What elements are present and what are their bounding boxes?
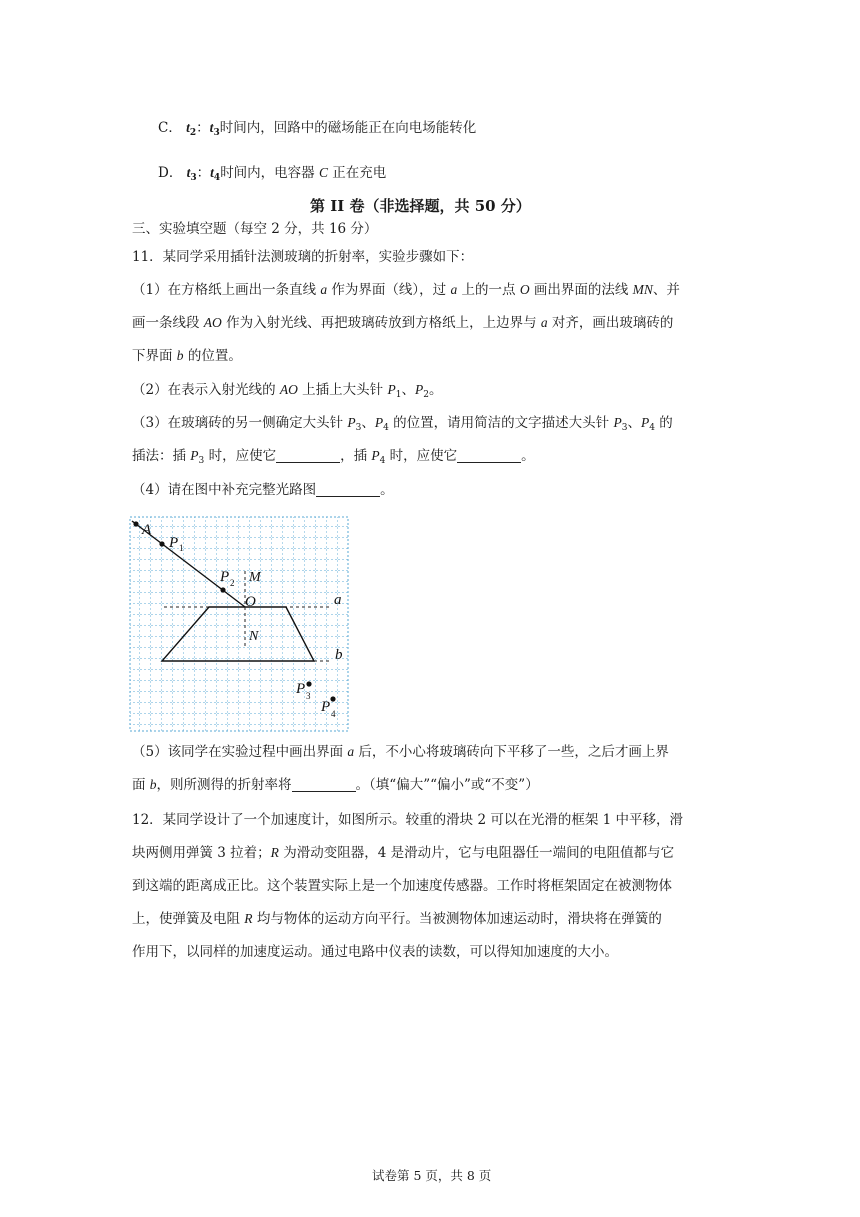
option-d-label: D． [158, 165, 183, 181]
t-subscript: 4 [213, 173, 221, 183]
text: 后，不小心将玻璃砖向下平移了一些，之后才画上界 [354, 744, 669, 760]
text: 画一条线段 [132, 315, 204, 331]
text: （2）在表示入射光线的 [132, 382, 280, 398]
subscript: 1 [395, 390, 402, 400]
label-p3: P [296, 681, 306, 697]
t-symbol: t [186, 165, 191, 180]
ratio-sep: ： [196, 165, 211, 181]
answer-blank[interactable] [292, 777, 356, 792]
option-d-text: 时间内，电容器 [220, 165, 315, 181]
var-p: P [190, 448, 199, 463]
q11-step1-line3 [132, 346, 242, 366]
q11-step4 [132, 480, 394, 500]
text: 、 [361, 415, 375, 431]
text: 上插上大头针 [297, 382, 388, 398]
t-subscript: 3 [190, 173, 197, 183]
answer-blank[interactable] [316, 482, 380, 497]
q12-line3: 到这端的距离成正比。这个装置实际上是一个加速度传感器。工作时将框架固定在被测物体 [132, 878, 672, 894]
pin-p3 [306, 681, 311, 686]
var-p: P [347, 415, 356, 430]
option-c-label: C． [158, 120, 182, 136]
text: 下界面 [132, 348, 177, 364]
text: 为滑动变阻器，4 是滑动片，它与电阻器任一端间的电阻值都与它 [278, 845, 675, 861]
text: 的位置。 [183, 348, 242, 364]
option-d [158, 163, 386, 188]
text: ，则所测得的折射率将 [156, 777, 292, 793]
var-r: R [270, 845, 279, 860]
text: 、并 [652, 282, 680, 298]
option-c-text: 时间内，回路中的磁场能正在向电场能转化 [219, 120, 477, 136]
q12-line5: 作用下，以同样的加速度运动。通过电路中仪表的读数，可以得知加速度的大小。 [132, 944, 618, 960]
capacitor-symbol: C [318, 165, 328, 180]
var-ao: AO [279, 382, 298, 397]
subscript: 4 [379, 456, 386, 466]
var-p: P [387, 382, 396, 397]
var-a: a [347, 744, 355, 759]
text: 。 [521, 448, 535, 464]
subscript: 3 [621, 423, 628, 433]
text: 面 [132, 777, 150, 793]
subscript: 4 [383, 423, 389, 433]
label-p2: P [220, 569, 230, 585]
ratio-sep: ： [196, 120, 210, 136]
text: 画出界面的法线 [529, 282, 633, 298]
text: 。 [380, 482, 394, 498]
text: 上，使弹簧及电阻 [132, 911, 245, 927]
label-p1-sub: 1 [179, 543, 184, 553]
section-title: 第 II 卷（非选择题，共 50 分） [310, 197, 531, 215]
pin-p4 [330, 696, 335, 701]
var-a: a [540, 315, 548, 330]
var-b: b [176, 348, 184, 363]
refraction-figure [128, 515, 350, 733]
text: 块两侧用弹簧 3 拉着； [132, 845, 271, 861]
q11-step1-line1 [132, 280, 680, 300]
var-p: P [374, 415, 384, 430]
q11-step2 [132, 380, 442, 405]
option-d-text-end: 正在充电 [332, 165, 387, 181]
label-m: M [249, 570, 261, 585]
t-symbol: t [186, 120, 190, 135]
option-c [158, 118, 476, 143]
var-ao: AO [203, 315, 222, 330]
graph-paper-grid [130, 517, 348, 731]
text: 、 [401, 382, 415, 398]
text: 的 [654, 415, 673, 431]
text: 对齐，画出玻璃砖的 [547, 315, 674, 331]
subscript: 4 [649, 423, 655, 433]
text: 时，应使它 [385, 448, 458, 464]
answer-blank[interactable] [276, 448, 340, 463]
text: 、 [627, 415, 641, 431]
text: （3）在玻璃砖的另一侧确定大头针 [132, 415, 348, 431]
label-p3-sub: 3 [306, 691, 311, 701]
q11-step1-line2 [132, 313, 673, 333]
label-o: O [245, 594, 256, 610]
label-n: N [249, 629, 259, 644]
label-p4-sub: 4 [331, 709, 336, 719]
var-b: b [149, 777, 157, 792]
var-a: a [320, 282, 328, 297]
t-symbol: t [210, 165, 214, 180]
page-footer: 试卷第 5 页，共 8 页 [372, 1168, 492, 1183]
text: 作为入射光线、再把玻璃砖放到方格纸上，上边界与 [221, 315, 541, 331]
var-mn: MN [632, 282, 653, 297]
label-p1: P [169, 535, 179, 551]
var-p: P [613, 415, 622, 430]
label-interface-a: a [334, 592, 342, 608]
text: 。 [428, 382, 443, 398]
var-p: P [414, 382, 424, 397]
text: 均与物体的运动方向平行。当被测物体加速运动时，滑块将在弹簧的 [252, 911, 662, 927]
var-p: P [371, 448, 380, 463]
text: （4）请在图中补充完整光路图 [132, 482, 317, 498]
text: ，插 [340, 448, 372, 464]
t-subscript: 2 [189, 128, 197, 138]
answer-blank[interactable] [457, 448, 521, 463]
subscript: 3 [355, 423, 362, 433]
point-a-dot [133, 521, 138, 526]
t-symbol: t [209, 120, 214, 135]
text: 上的一点 [457, 282, 520, 298]
label-p4: P [321, 699, 331, 715]
subscript: 3 [198, 456, 205, 466]
q11-step3-line1 [132, 413, 673, 438]
subscript: 2 [423, 390, 429, 400]
text: 时，应使它 [204, 448, 277, 464]
t-subscript: 3 [213, 128, 220, 138]
pin-p2 [220, 587, 225, 592]
q12-line1: 12．某同学设计了一个加速度计，如图所示。较重的滑块 2 可以在光滑的框架 1 中平移，滑 [132, 812, 684, 828]
text: （5）该同学在实验过程中画出界面 [132, 744, 348, 760]
var-a: a [450, 282, 458, 297]
subsection-heading: 三、实验填空题（每空 2 分，共 16 分） [132, 221, 378, 237]
label-a-point: A [142, 522, 152, 538]
q11-step5-line2 [132, 775, 539, 795]
text: 的位置，请用简洁的文字描述大头针 [388, 415, 614, 431]
text: 作为界面（线），过 [327, 282, 451, 298]
text: 插法：插 [132, 448, 191, 464]
var-p: P [640, 415, 650, 430]
q12-line4 [132, 909, 662, 929]
var-r: R [244, 911, 253, 926]
var-o: O [519, 282, 530, 297]
label-interface-b: b [335, 647, 343, 663]
q12-line2 [132, 843, 674, 863]
text: 。（填“偏大”“偏小”或“不变”） [355, 777, 539, 793]
text: （1）在方格纸上画出一条直线 [132, 282, 321, 298]
q11-intro: 11．某同学采用插针法测玻璃的折射率，实验步骤如下： [132, 249, 474, 265]
pin-p1 [159, 541, 164, 546]
label-p2-sub: 2 [230, 578, 235, 588]
q11-step5-line1 [132, 742, 669, 762]
q11-step3-line2 [132, 446, 535, 471]
